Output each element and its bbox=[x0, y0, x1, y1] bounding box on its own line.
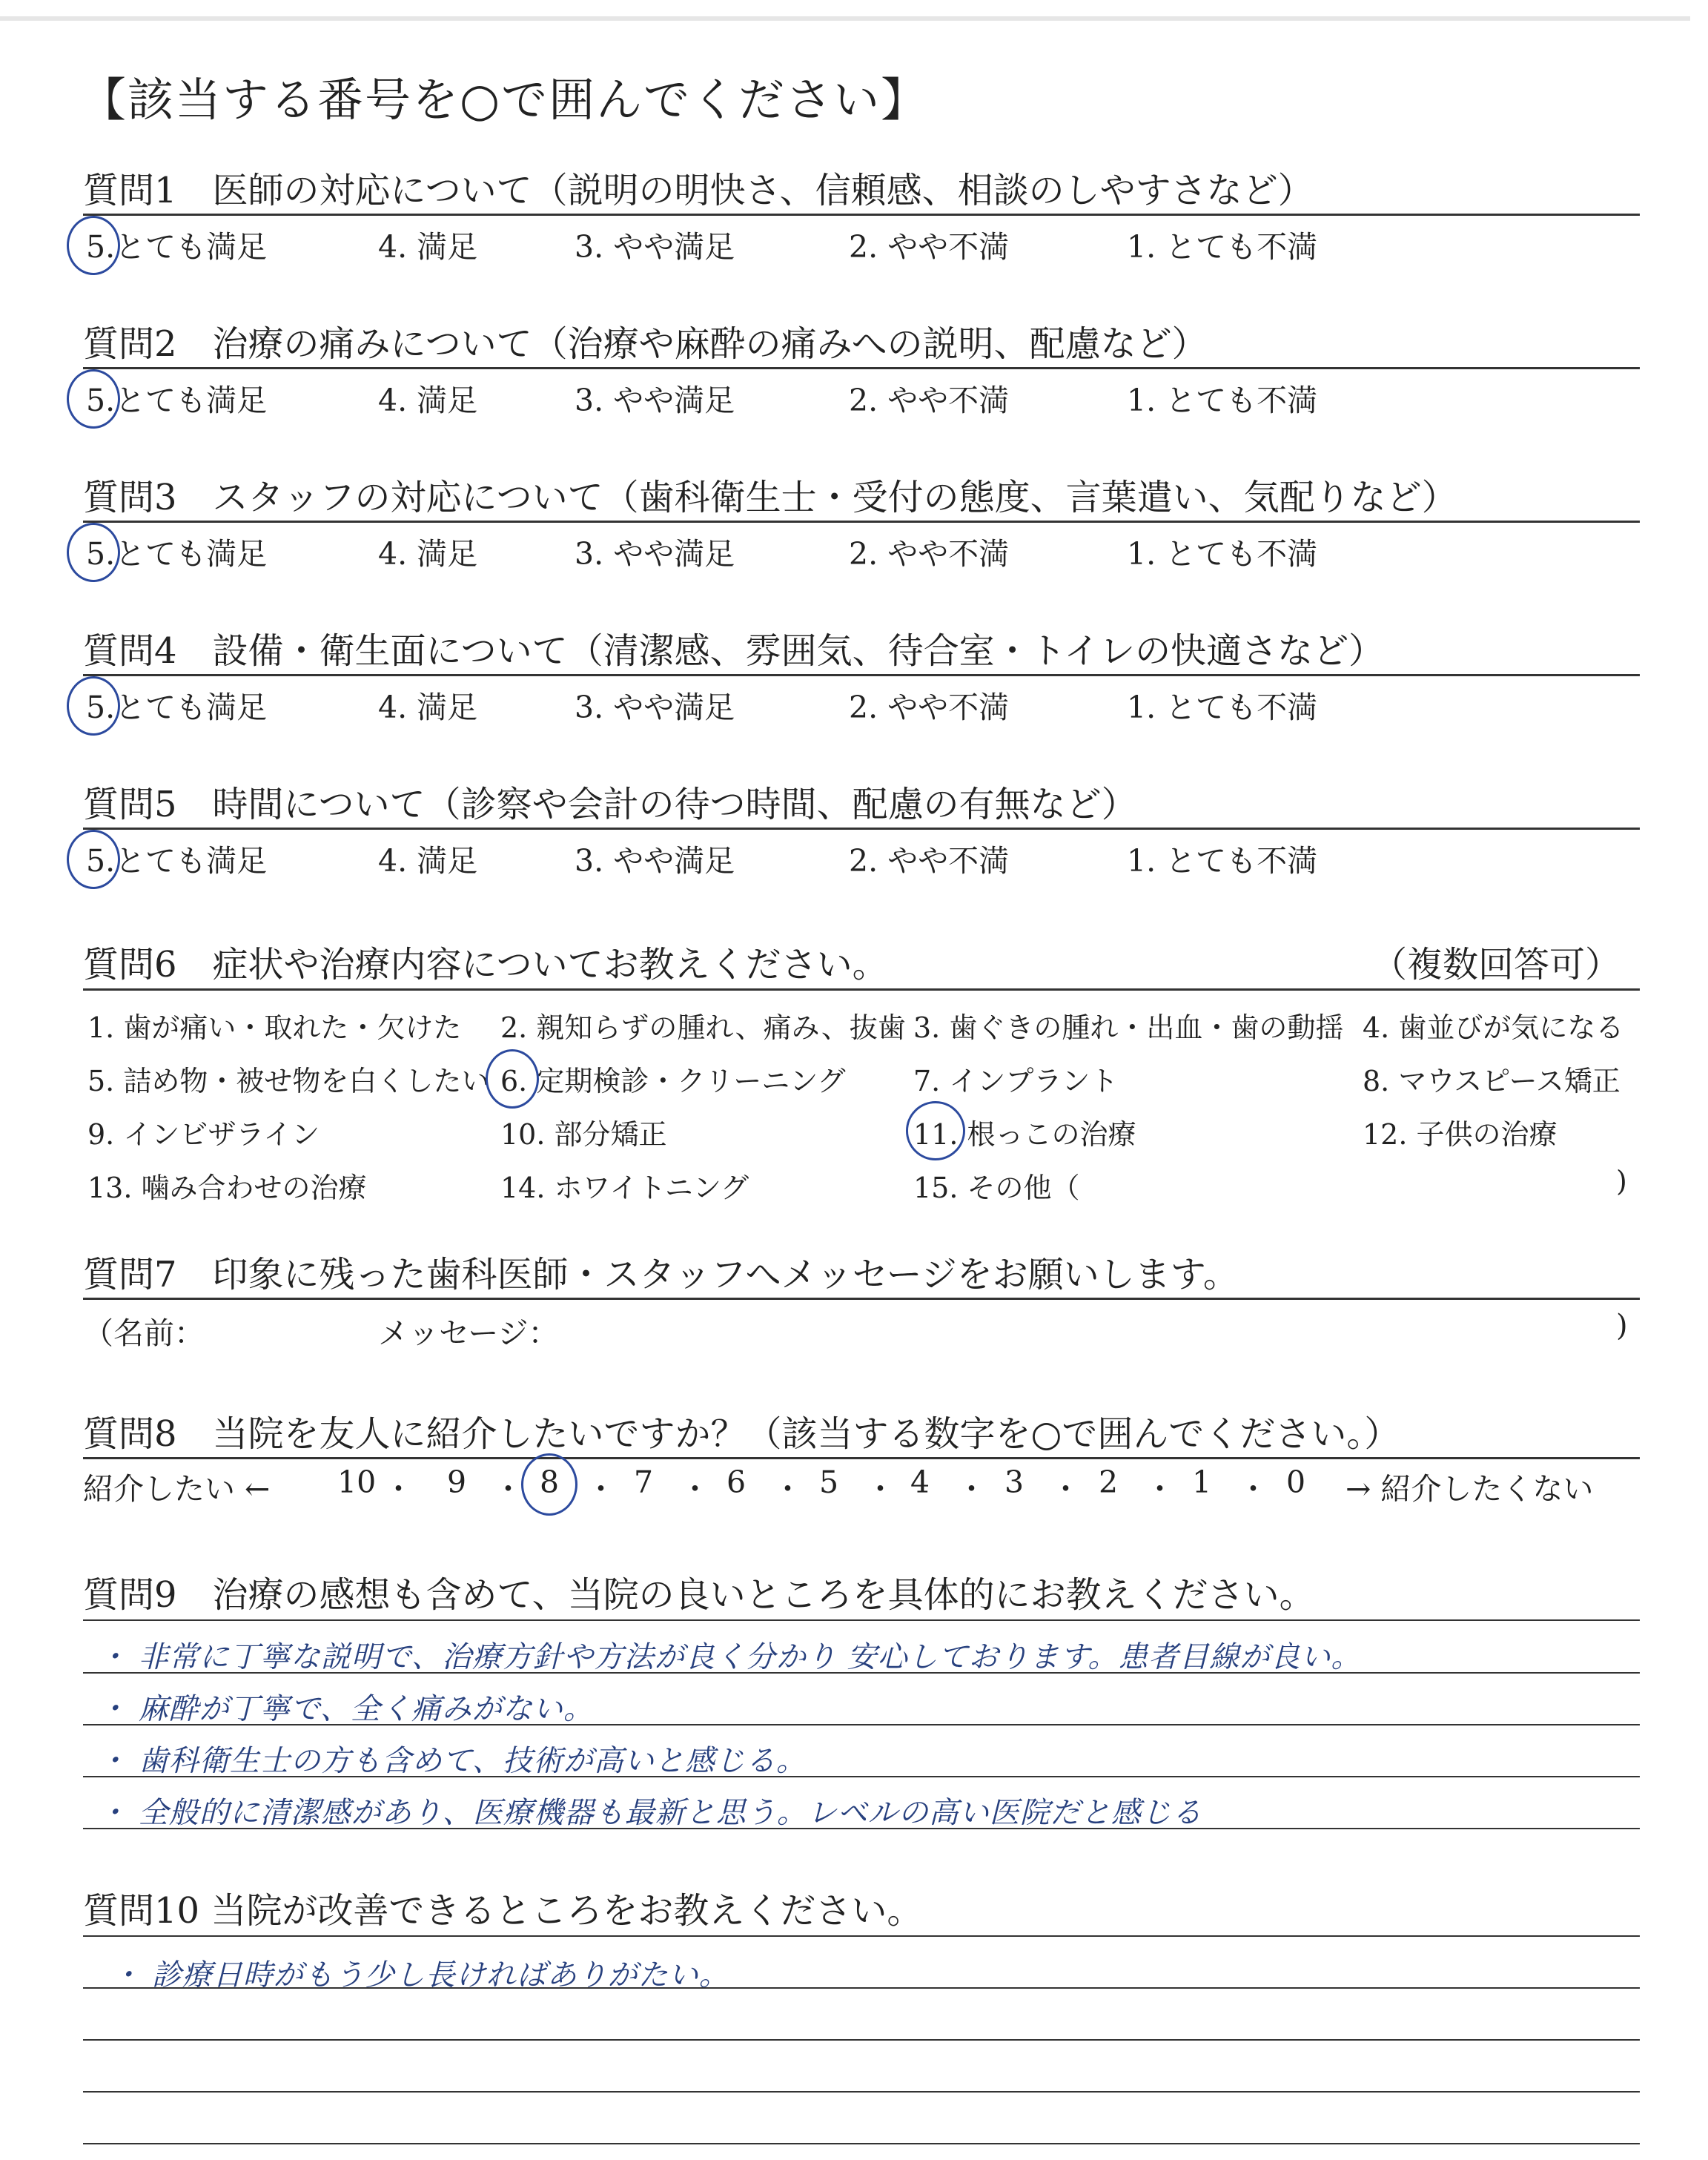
q2-option-5: 5.とても満足 bbox=[86, 383, 268, 418]
q8-scale-dot: ・ bbox=[493, 1471, 523, 1507]
q1-option-5: 5.とても満足 bbox=[86, 229, 268, 265]
q8-left-label: 紹介したい ← bbox=[83, 1471, 271, 1507]
q4-rule bbox=[83, 674, 1640, 676]
q5-selected-circle bbox=[67, 830, 120, 889]
q6-option-14: 14. ホワイトニング bbox=[500, 1172, 749, 1204]
q2-title: 質問2 治療の痛みについて（治療や麻酔の痛みへの説明、配慮など） bbox=[83, 323, 1208, 365]
q6-option-10: 10. 部分矯正 bbox=[500, 1118, 667, 1151]
q5-option-5: 5.とても満足 bbox=[86, 843, 268, 879]
q5-title: 質問5 時間について（診察や会計の待つ時間、配慮の有無など） bbox=[83, 784, 1137, 825]
q6-option-16: ) bbox=[1616, 1165, 1627, 1198]
q4-option-1: 1. とても不満 bbox=[1127, 690, 1318, 725]
q8-scale-dot: ・ bbox=[1050, 1471, 1081, 1507]
q7-rule bbox=[83, 1298, 1640, 1300]
q10-line bbox=[83, 2091, 1640, 2093]
q1-option-4: 4. 満足 bbox=[378, 229, 478, 265]
q2-option-3: 3. やや満足 bbox=[575, 383, 735, 418]
q8-scale-dot: ・ bbox=[772, 1471, 803, 1507]
q5-option-3: 3. やや満足 bbox=[575, 843, 735, 879]
q6-option-8: 8. マウスピース矯正 bbox=[1363, 1065, 1621, 1097]
q6-note: （複数回答可） bbox=[1371, 944, 1621, 985]
q4-option-3: 3. やや満足 bbox=[575, 690, 735, 725]
q8-scale-2: 2 bbox=[1099, 1464, 1119, 1500]
q3-option-5: 5.とても満足 bbox=[86, 536, 268, 572]
q6-selected-circle-6 bbox=[486, 1049, 539, 1109]
q5-option-1: 1. とても不満 bbox=[1127, 843, 1318, 879]
q1-title: 質問1 医師の対応について（説明の明快さ、信頼感、相談のしやすさなど） bbox=[83, 170, 1314, 211]
top-edge bbox=[0, 16, 1690, 21]
q6-option-9: 9. インビザライン bbox=[87, 1118, 320, 1151]
q8-scale-dot: ・ bbox=[865, 1471, 896, 1507]
q8-scale-0: 0 bbox=[1286, 1464, 1306, 1500]
q8-rule bbox=[83, 1457, 1640, 1459]
q2-rule bbox=[83, 367, 1640, 369]
q2-option-2: 2. やや不満 bbox=[849, 383, 1010, 418]
q8-scale-9: 9 bbox=[447, 1464, 467, 1500]
q9-title: 質問9 治療の感想も含めて、当院の良いところを具体的にお教えください。 bbox=[83, 1574, 1315, 1616]
q9-answer-3: ・ 歯科衛生士の方も含めて、技術が高いと感じる。 bbox=[98, 1744, 807, 1778]
q6-option-6: 6. 定期検診・クリーニング bbox=[500, 1065, 846, 1097]
q3-rule bbox=[83, 521, 1640, 523]
q1-option-3: 3. やや満足 bbox=[575, 229, 735, 265]
q7-close-paren: ) bbox=[1616, 1309, 1628, 1343]
q8-scale-dot: ・ bbox=[1238, 1471, 1268, 1507]
q8-scale-3: 3 bbox=[1004, 1464, 1025, 1500]
q3-title: 質問3 スタッフの対応について（歯科衛生士・受付の態度、言葉遣い、気配りなど） bbox=[83, 477, 1457, 518]
q8-scale-4: 4 bbox=[910, 1464, 930, 1500]
q10-line bbox=[83, 2143, 1640, 2144]
q6-option-4: 4. 歯並びが気になる bbox=[1363, 1011, 1624, 1044]
q2-selected-circle bbox=[67, 369, 120, 429]
q3-option-3: 3. やや満足 bbox=[575, 536, 735, 572]
q1-selected-circle bbox=[67, 216, 120, 275]
q4-selected-circle bbox=[67, 676, 120, 736]
q7-message-label: メッセージ： bbox=[378, 1315, 559, 1351]
q6-title: 質問6 症状や治療内容についてお教えください。 bbox=[83, 944, 888, 985]
q2-option-1: 1. とても不満 bbox=[1127, 383, 1318, 418]
q6-selected-circle-11 bbox=[906, 1101, 965, 1160]
q8-scale-dot: ・ bbox=[586, 1471, 616, 1507]
q4-option-4: 4. 満足 bbox=[378, 690, 478, 725]
q5-rule bbox=[83, 828, 1640, 830]
page-instruction: 【該当する番号を○で囲んでください】 bbox=[80, 73, 929, 127]
q8-scale-1: 1 bbox=[1192, 1464, 1212, 1500]
q8-scale-5: 5 bbox=[819, 1464, 839, 1500]
q7-name-label: （名前： bbox=[83, 1315, 205, 1351]
q1-rule bbox=[83, 214, 1640, 216]
q4-option-5: 5.とても満足 bbox=[86, 690, 268, 725]
q8-scale-6: 6 bbox=[726, 1464, 747, 1500]
q6-rule bbox=[83, 988, 1640, 991]
q3-option-2: 2. やや不満 bbox=[849, 536, 1010, 572]
q3-option-4: 4. 満足 bbox=[378, 536, 478, 572]
q9-answer-4: ・ 全般的に清潔感があり、医療機器も最新と思う。レベルの高い医院だと感じる bbox=[98, 1796, 1202, 1830]
q8-title: 質問8 当院を友人に紹介したいですか？（該当する数字を○で囲んでください。） bbox=[83, 1413, 1400, 1455]
q6-option-11: 11. 根っこの治療 bbox=[913, 1118, 1136, 1151]
q9-line bbox=[83, 1619, 1640, 1621]
q6-option-12: 12. 子供の治療 bbox=[1363, 1118, 1558, 1151]
q4-option-2: 2. やや不満 bbox=[849, 690, 1010, 725]
q7-title: 質問7 印象に残った歯科医師・スタッフへメッセージをお願いします。 bbox=[83, 1254, 1239, 1295]
q8-right-label: → 紹介したくない bbox=[1345, 1471, 1594, 1507]
q8-scale-8: 8 bbox=[540, 1464, 560, 1500]
q8-scale-dot: ・ bbox=[956, 1471, 987, 1507]
q8-selected-circle bbox=[521, 1453, 577, 1516]
q9-answer-2: ・ 麻酔が丁寧で、全く痛みがない。 bbox=[98, 1692, 594, 1726]
q6-option-3: 3. 歯ぐきの腫れ・出血・歯の動揺 bbox=[913, 1011, 1344, 1044]
q10-line bbox=[83, 1935, 1640, 1937]
q8-scale-7: 7 bbox=[634, 1464, 654, 1500]
q9-answer-1: ・ 非常に丁寧な説明で、治療方針や方法が良く分かり 安心しております。患者目線が良い。 bbox=[98, 1640, 1362, 1674]
q5-option-4: 4. 満足 bbox=[378, 843, 478, 879]
q6-option-15: 15. その他（ bbox=[913, 1172, 1080, 1204]
q3-selected-circle bbox=[67, 523, 120, 582]
q6-option-7: 7. インプラント bbox=[913, 1065, 1119, 1097]
q6-option-13: 13. 噛み合わせの治療 bbox=[87, 1172, 367, 1204]
q4-title: 質問4 設備・衛生面について（清潔感、雰囲気、待合室・トイレの快適さなど） bbox=[83, 630, 1385, 672]
q1-option-1: 1. とても不満 bbox=[1127, 229, 1318, 265]
q2-option-4: 4. 満足 bbox=[378, 383, 478, 418]
q8-scale-dot: ・ bbox=[680, 1471, 710, 1507]
q8-scale-10: 10 bbox=[337, 1464, 377, 1500]
q6-option-1: 1. 歯が痛い・取れた・欠けた bbox=[87, 1011, 462, 1044]
q10-answer-1: ・ 診療日時がもう少し長ければありがたい。 bbox=[111, 1958, 729, 1992]
q8-scale-dot: ・ bbox=[383, 1471, 414, 1507]
q6-option-5: 5. 詰め物・被せ物を白くしたい bbox=[87, 1065, 490, 1097]
q3-option-1: 1. とても不満 bbox=[1127, 536, 1318, 572]
q8-scale-dot: ・ bbox=[1145, 1471, 1175, 1507]
q1-option-2: 2. やや不満 bbox=[849, 229, 1010, 265]
q6-option-2: 2. 親知らずの腫れ、痛み、抜歯 bbox=[500, 1011, 906, 1044]
q10-line bbox=[83, 2039, 1640, 2041]
q10-title: 質問10 当院が改善できるところをお教えください。 bbox=[83, 1890, 923, 1932]
q5-option-2: 2. やや不満 bbox=[849, 843, 1010, 879]
